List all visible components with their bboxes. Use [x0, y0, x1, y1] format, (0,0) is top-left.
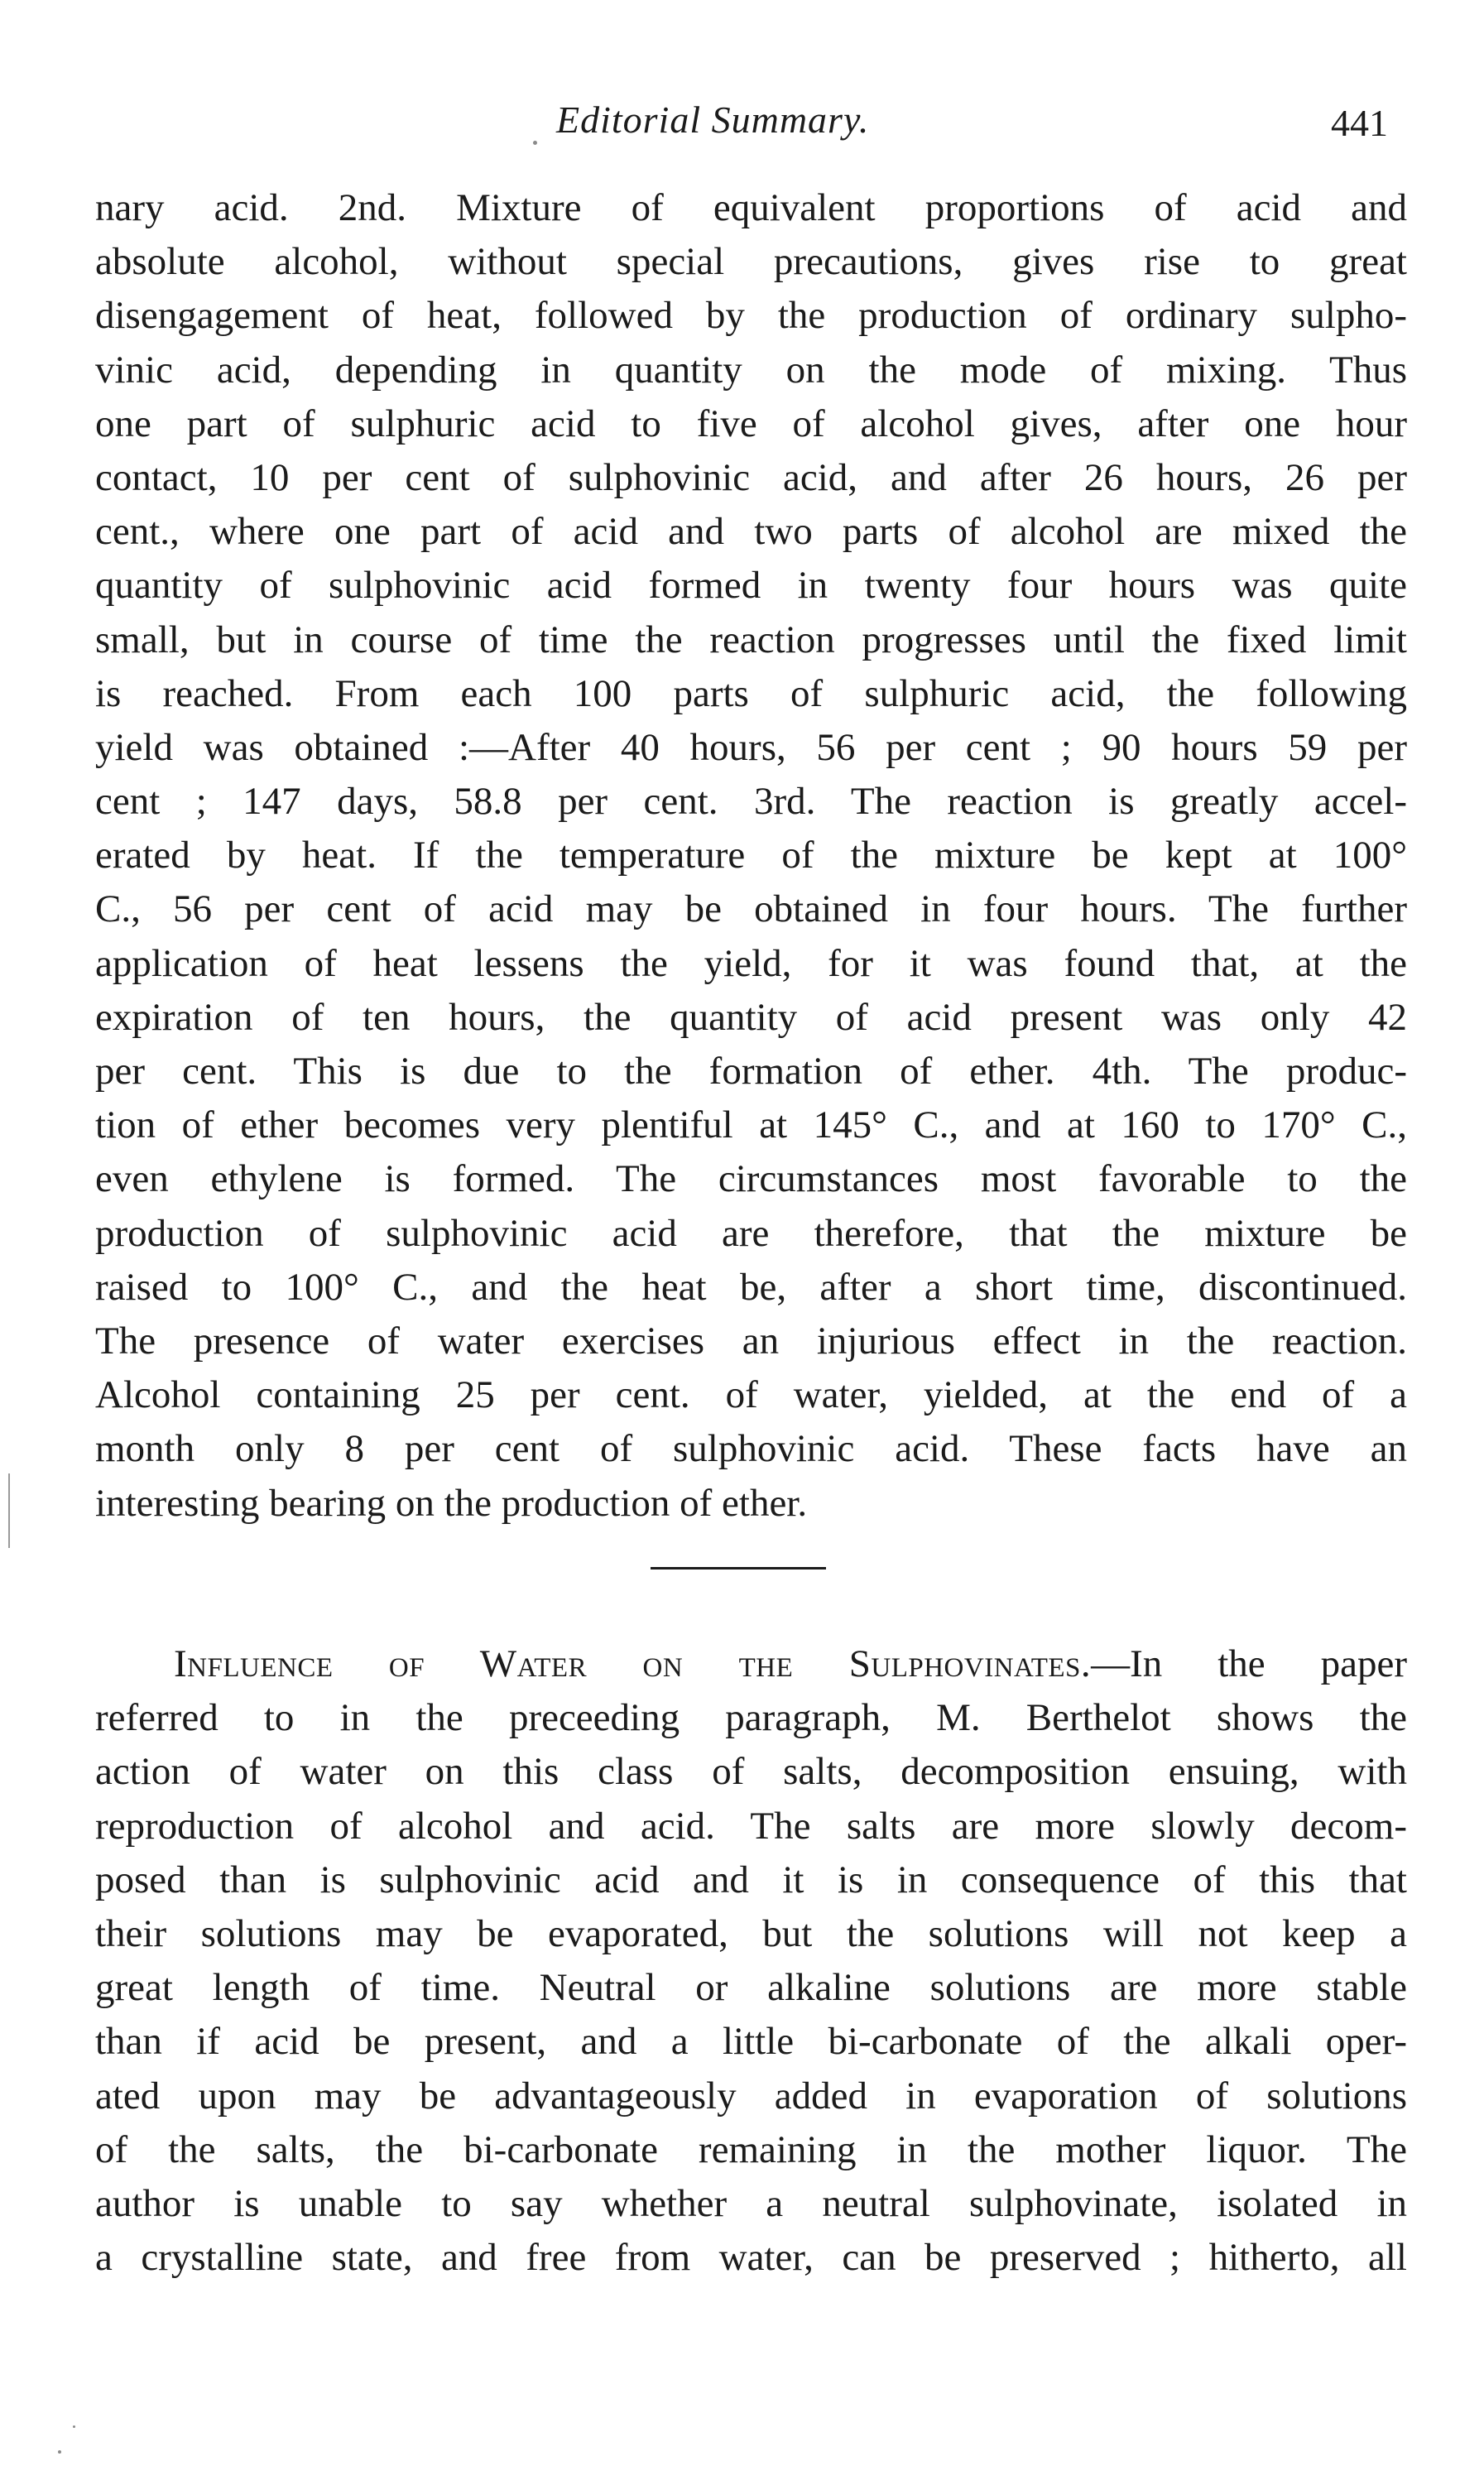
text-line: quantity of sulphovinic acid formed in twenty four hours was quite — [95, 564, 1407, 608]
margin-mark — [8, 1473, 10, 1548]
text-line: absolute alcohol, without special precautions, gives rise to great — [95, 240, 1407, 284]
text-line: Alcohol containing 25 per cent. of water, yielded, at the end of a — [95, 1373, 1407, 1417]
text-line: month only 8 per cent of sulphovinic acid. These facts have an — [95, 1427, 1407, 1471]
running-head — [0, 98, 1484, 147]
text-line: C., 56 per cent of acid may be obtained in four hours. The further — [95, 887, 1407, 931]
text-line: author is unable to say whether a neutral sulphovinate, isolated in — [95, 2181, 1407, 2225]
text-line: than if acid be present, and a little bi-carbonate of the alkali oper- — [95, 2020, 1407, 2064]
text-line: small, but in course of time the reaction progresses until the fixed limit — [95, 618, 1407, 661]
text-line: cent., where one part of acid and two parts of alcohol are mixed the — [95, 510, 1407, 554]
text-line: referred to in the preceeding paragraph, M. Berthelot shows the — [95, 1696, 1407, 1740]
text-line: posed than is sulphovinic acid and it is in consequence of this that — [95, 1858, 1407, 1901]
text-line: production of sulphovinic acid are therefore, that the mixture be — [95, 1211, 1407, 1255]
text-line: their solutions may be evaporated, but the solutions will not keep a — [95, 1911, 1407, 1955]
section-heading-rest: —In the paper — [1091, 1642, 1407, 1685]
text-line: cent ; 147 days, 58.8 per cent. 3rd. The reaction is greatly accel- — [95, 780, 1407, 824]
text-line: great length of time. Neutral or alkaline solutions are more stable — [95, 1966, 1407, 2010]
print-speck — [73, 2425, 75, 2428]
section-heading-line — [95, 1637, 1407, 1691]
text-line: per cent. This is due to the formation of ether. 4th. The produc- — [95, 1050, 1407, 1093]
text-line: is reached. From each 100 parts of sulphuric acid, the following — [95, 671, 1407, 715]
text-line: ated upon may be advantageously added in evaporation of solutions — [95, 2074, 1407, 2117]
print-speck — [58, 2450, 61, 2454]
text-line: disengagement of heat, followed by the production of ordinary sulpho- — [95, 294, 1407, 338]
text-line: reproduction of alcohol and acid. The salts are more slowly decom- — [95, 1804, 1407, 1848]
text-line: a crystalline state, and free from water, can be preserved ; hitherto, all — [95, 2236, 1407, 2280]
section-heading: Influence of Water on the Sulphovinates. — [174, 1642, 1092, 1685]
text-line: of the salts, the bi-carbonate remaining in the mother liquor. The — [95, 2127, 1407, 2171]
text-line: raised to 100° C., and the heat be, after a short time, discontinued. — [95, 1265, 1407, 1309]
text-line: The presence of water exercises an injurious effect in the reaction. — [95, 1319, 1407, 1363]
text-line: one part of sulphuric acid to five of alcohol gives, after one hour — [95, 401, 1407, 445]
page-number: 441 — [1331, 102, 1388, 144]
text-line: tion of ether becomes very plentiful at 145° C., and at 160 to 170° C., — [95, 1103, 1407, 1147]
text-line: application of heat lessens the yield, for it was found that, at the — [95, 941, 1407, 985]
text-line: erated by heat. If the temperature of the mixture be kept at 100° — [95, 834, 1407, 877]
paragraph-2 — [95, 1637, 1407, 2285]
text-line: vinic acid, depending in quantity on the mode of mixing. Thus — [95, 348, 1407, 392]
text-line: nary acid. 2nd. Mixture of equivalent proportions of acid and — [95, 186, 1407, 229]
text-line: contact, 10 per cent of sulphovinic acid, and after 26 hours, 26 per — [95, 455, 1407, 499]
text-line: action of water on this class of salts, decomposition ensuing, with — [95, 1750, 1407, 1794]
paragraph-1 — [95, 181, 1407, 1531]
text-line: yield was obtained :—After 40 hours, 56 per cent ; 90 hours 59 per — [95, 725, 1407, 769]
print-speck — [533, 141, 537, 145]
section-divider — [651, 1567, 826, 1569]
running-title: Editorial Summary. — [556, 99, 870, 141]
text-line: interesting bearing on the production of ether. — [95, 1481, 808, 1525]
text-line: even ethylene is formed. The circumstances most favorable to the — [95, 1157, 1407, 1201]
text-line: expiration of ten hours, the quantity of acid present was only 42 — [95, 995, 1407, 1039]
